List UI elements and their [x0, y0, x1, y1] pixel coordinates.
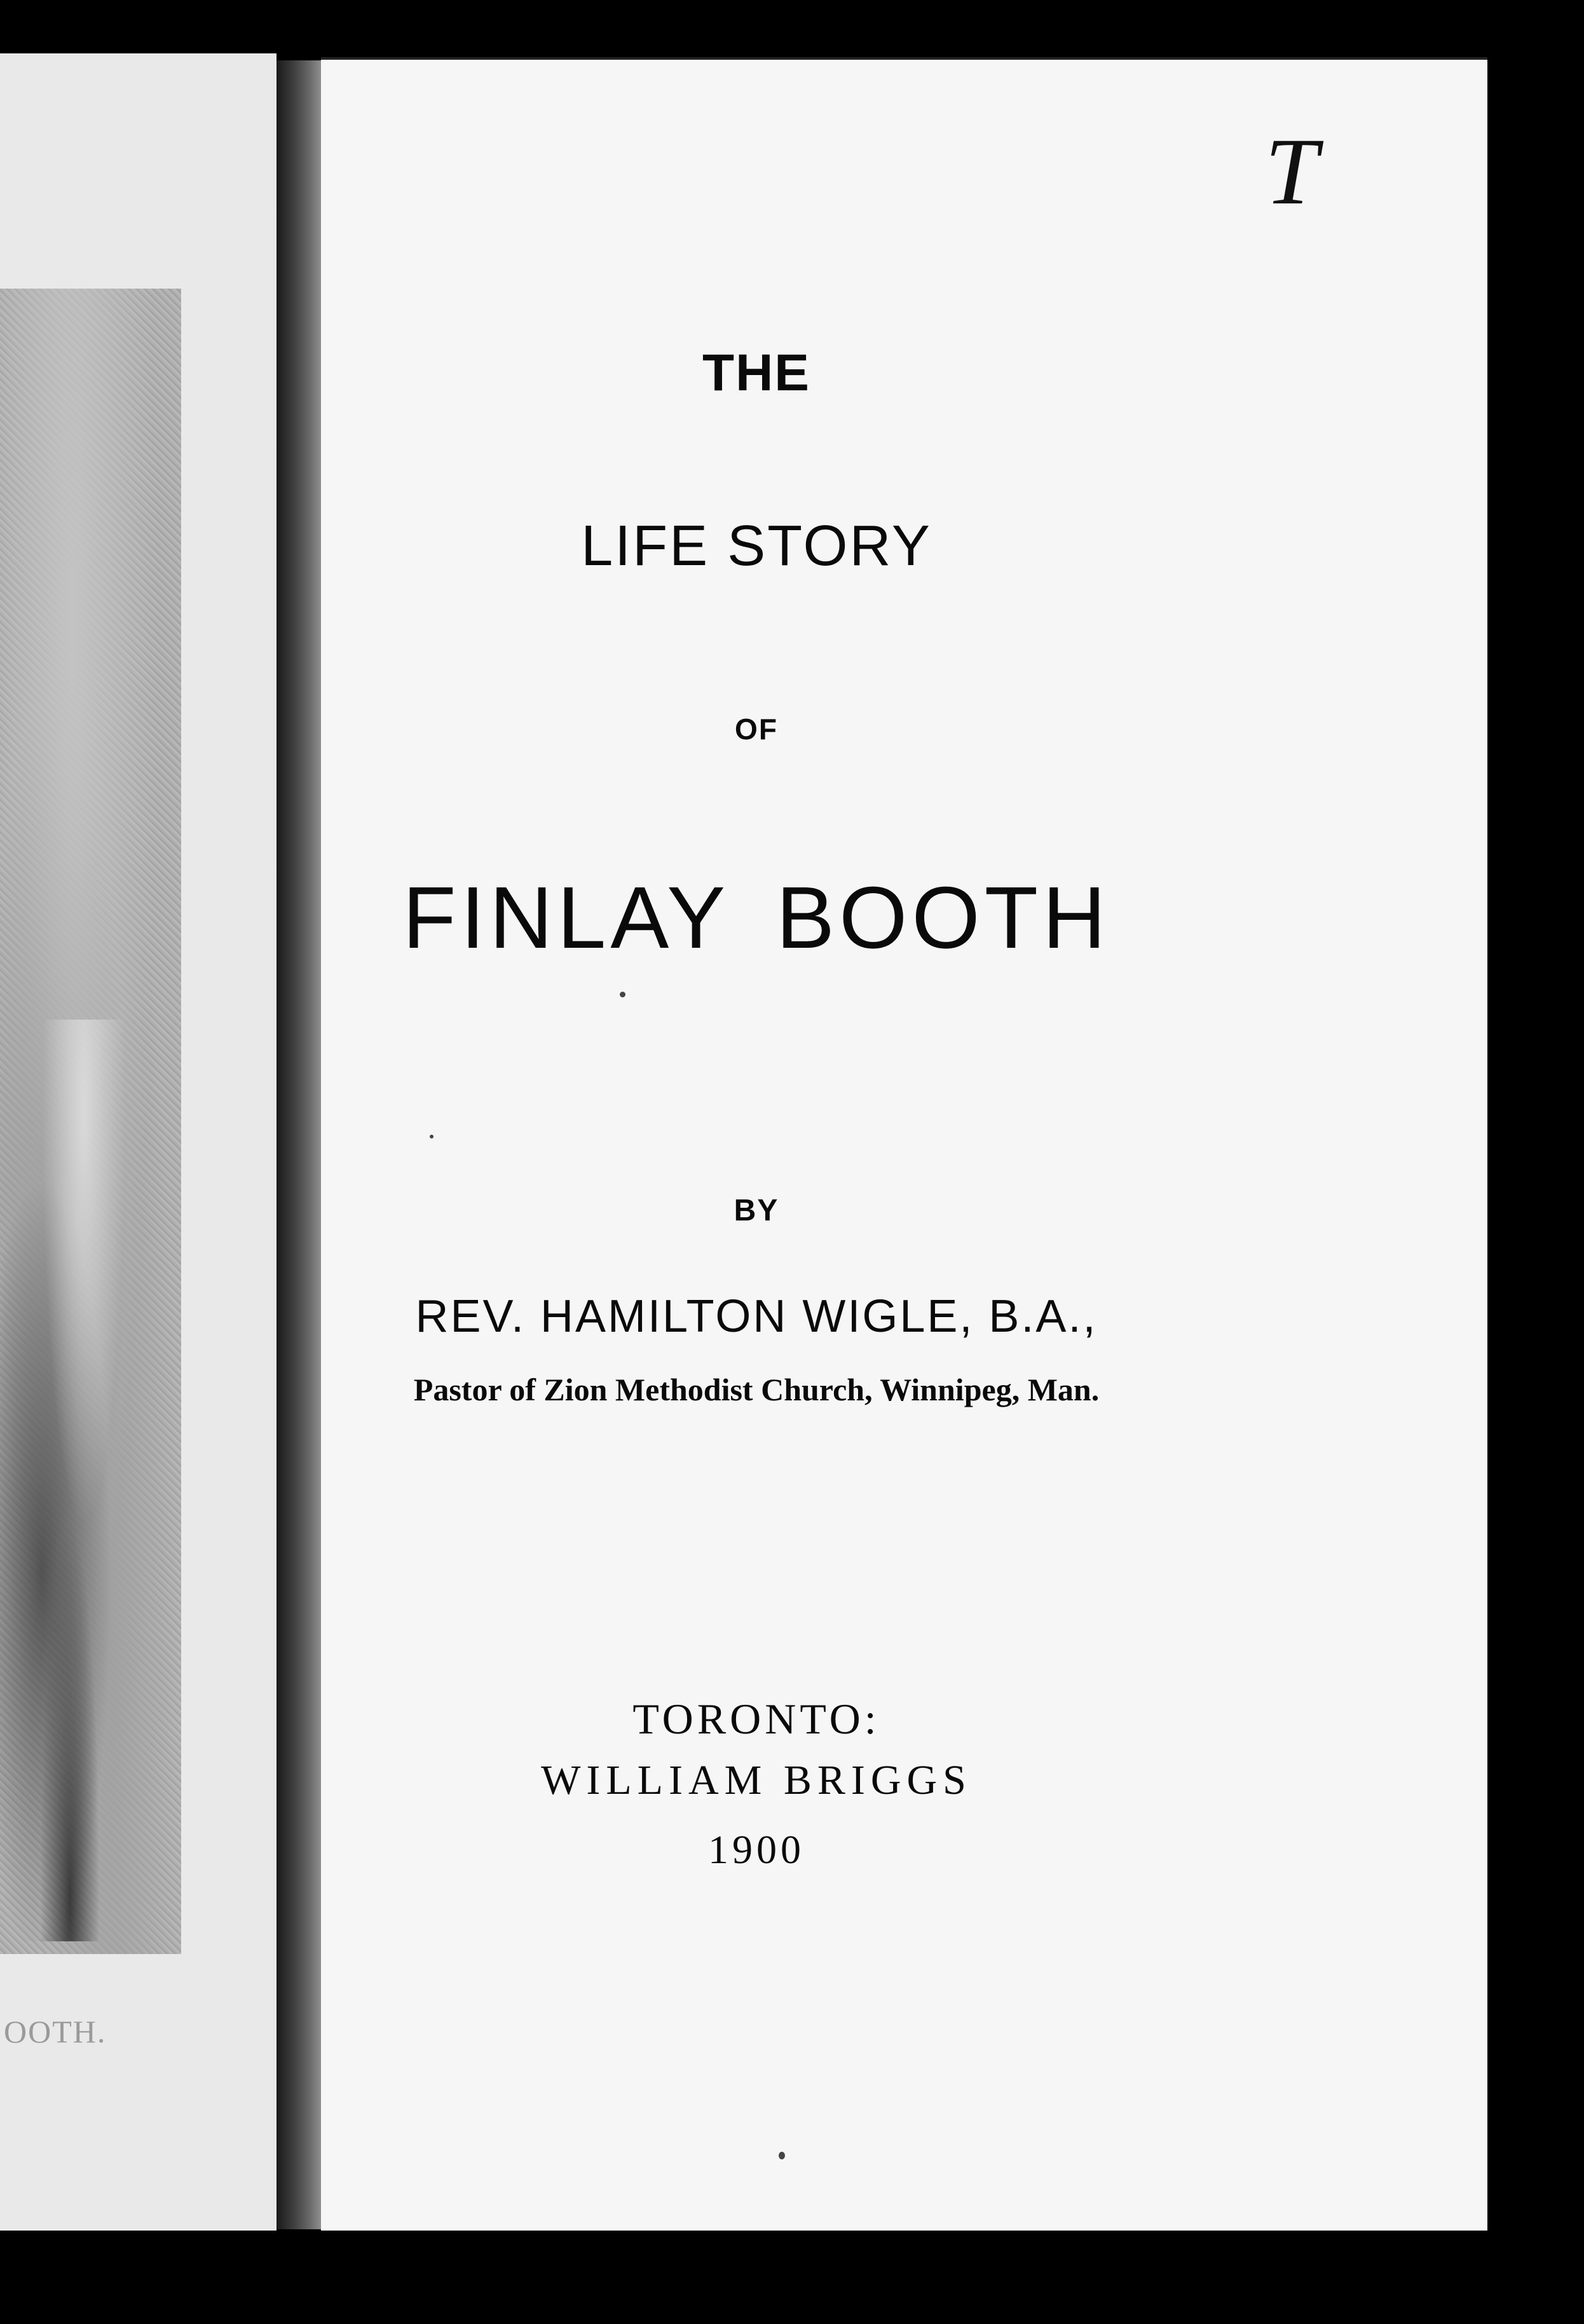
handwritten-mark: T [1265, 119, 1318, 224]
author-title: Pastor of Zion Methodist Church, Winnipeg, Man. [413, 1372, 1100, 1407]
title-subject: FINLAY BOOTH [402, 869, 1110, 967]
frontispiece-photo [0, 289, 181, 1954]
print-speck [430, 1135, 434, 1138]
byline-by: BY [734, 1194, 779, 1227]
title-the: THE [702, 344, 810, 402]
binding-gutter [277, 60, 324, 2229]
frontispiece-caption: OOTH. [4, 2014, 107, 2049]
title-life-story: LIFE STORY [581, 514, 932, 578]
print-speck [779, 2152, 785, 2159]
imprint-year: 1900 [708, 1827, 805, 1872]
title-of: OF [735, 713, 778, 746]
facing-page [0, 53, 277, 2231]
photo-figure [0, 1020, 140, 1941]
imprint-city: TORONTO: [632, 1695, 880, 1743]
print-speck [620, 992, 625, 997]
author-name: REV. HAMILTON WIGLE, B.A., [415, 1291, 1098, 1342]
imprint-publisher: WILLIAM BRIGGS [541, 1757, 972, 1803]
